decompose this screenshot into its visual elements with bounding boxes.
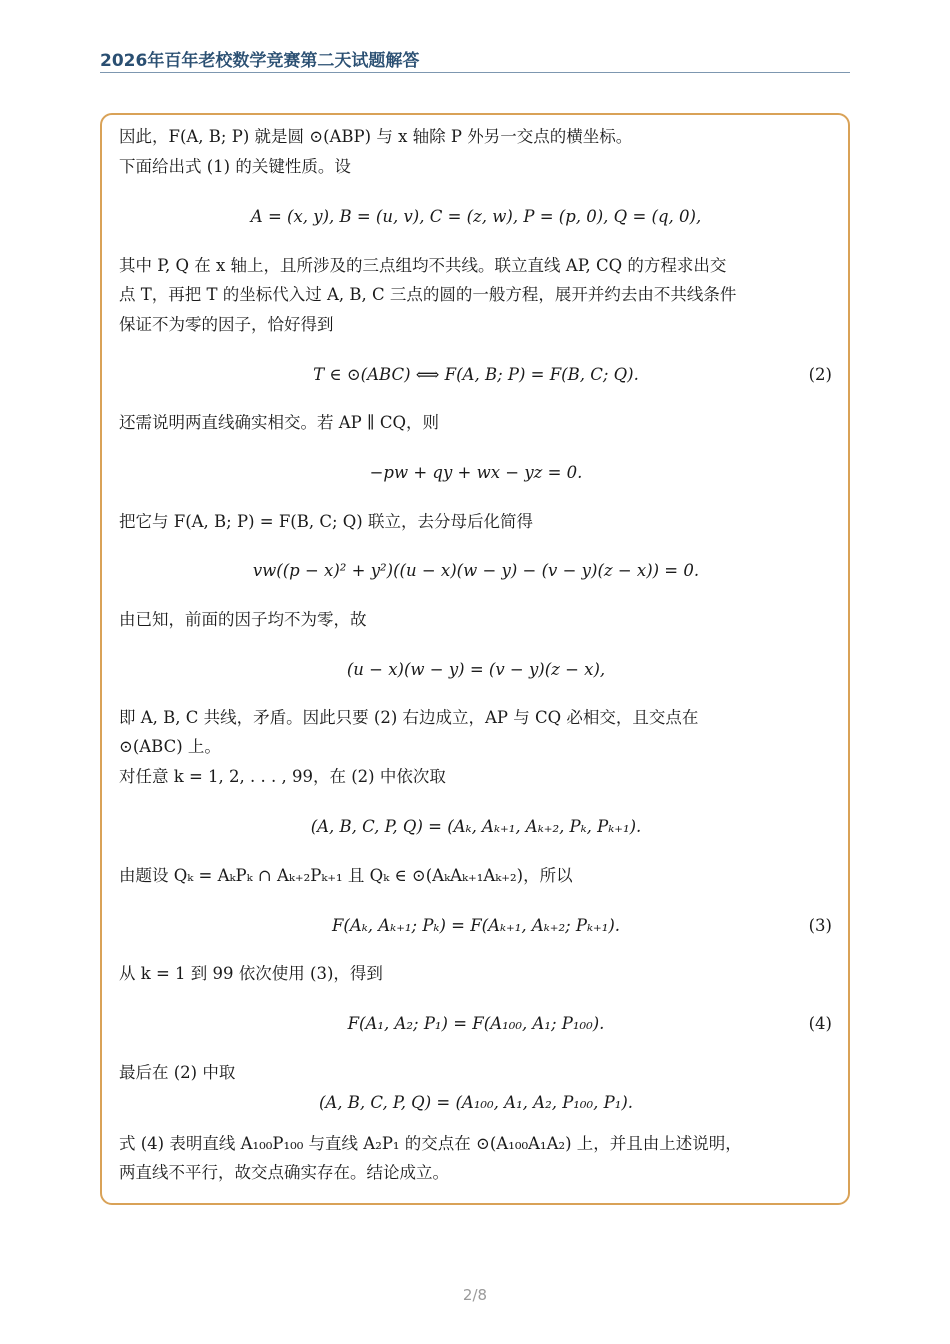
text-line: 即 A, B, C 共线，矛盾。因此只要 (2) 右边成立，AP 与 CQ 必相交，且交点在 [119,708,699,727]
text-line: 保证不为零的因子，恰好得到 [119,315,334,334]
equation-substitution-k: (A, B, C, P, Q) = (Aₖ, Aₖ₊₁, Aₖ₊₂, Pₖ, Pₖ₊₁). [310,817,642,836]
header-divider [100,72,850,73]
text-line: 因此，F(A, B; P) 就是圆 ⊙(ABP) 与 x 轴除 P 外另一交点的横坐标。 [119,127,633,146]
text-line: 从 k = 1 到 99 依次使用 (3)，得到 [119,964,383,983]
text-line: 把它与 F(A, B; P) = F(B, C; Q) 联立，去分母后化简得 [119,512,533,531]
text-line: 点 T，再把 T 的坐标代入过 A, B, C 三点的圆的一般方程，展开并约去由不共线条件 [119,285,737,304]
equation-4: F(A₁, A₂; P₁) = F(A₁₀₀, A₁; P₁₀₀). [347,1014,605,1033]
text-line: 式 (4) 表明直线 A₁₀₀P₁₀₀ 与直线 A₂P₁ 的交点在 ⊙(A₁₀₀A₁A₂) 上，并且由上述说明， [119,1134,742,1153]
page-header-title: 2026年百年老校数学竞赛第二天试题解答 [100,51,420,71]
text-line: 还需说明两直线确实相交。若 AP ∥ CQ，则 [119,413,440,432]
text-line: ⊙(ABC) 上。 [119,737,221,756]
equation-simplified: vw((p − x)² + y²)((u − x)(w − y) − (v − y)(z − x)) = 0. [252,561,700,580]
equation-4-tag: (4) [808,1014,832,1033]
equation-parallel: −pw + qy + wx − yz = 0. [369,463,583,482]
equation-2-tag: (2) [808,365,832,384]
equation-3-tag: (3) [808,916,832,935]
equation-substitution-final: (A, B, C, P, Q) = (A₁₀₀, A₁, A₂, P₁₀₀, P₁). [318,1093,634,1112]
text-line: 其中 P, Q 在 x 轴上，且所涉及的三点组均不共线。联立直线 AP, CQ 的方程求出交 [119,256,727,275]
equation-points: A = (x, y), B = (u, v), C = (z, w), P = (p, 0), Q = (q, 0), [250,207,702,226]
equation-3: F(Aₖ, Aₖ₊₁; Pₖ) = F(Aₖ₊₁, Aₖ₊₂; Pₖ₊₁). [331,916,621,935]
text-line: 两直线不平行，故交点确实存在。结论成立。 [119,1163,449,1182]
equation-collinear: (u − x)(w − y) = (v − y)(z − x), [346,660,606,679]
text-line: 由题设 Qₖ = AₖPₖ ∩ Aₖ₊₂Pₖ₊₁ 且 Qₖ ∈ ⊙(AₖAₖ₊₁Aₖ₊₂)，所以 [119,866,573,885]
equation-2: T ∈ ⊙(ABC) ⟺ F(A, B; P) = F(B, C; Q). [313,365,639,384]
page-number: 2/8 [462,1286,488,1304]
text-line: 最后在 (2) 中取 [119,1063,236,1082]
text-line: 下面给出式 (1) 的关键性质。设 [119,157,351,176]
text-line: 对任意 k = 1, 2, . . . , 99，在 (2) 中依次取 [119,767,446,786]
text-line: 由已知，前面的因子均不为零，故 [119,610,367,629]
